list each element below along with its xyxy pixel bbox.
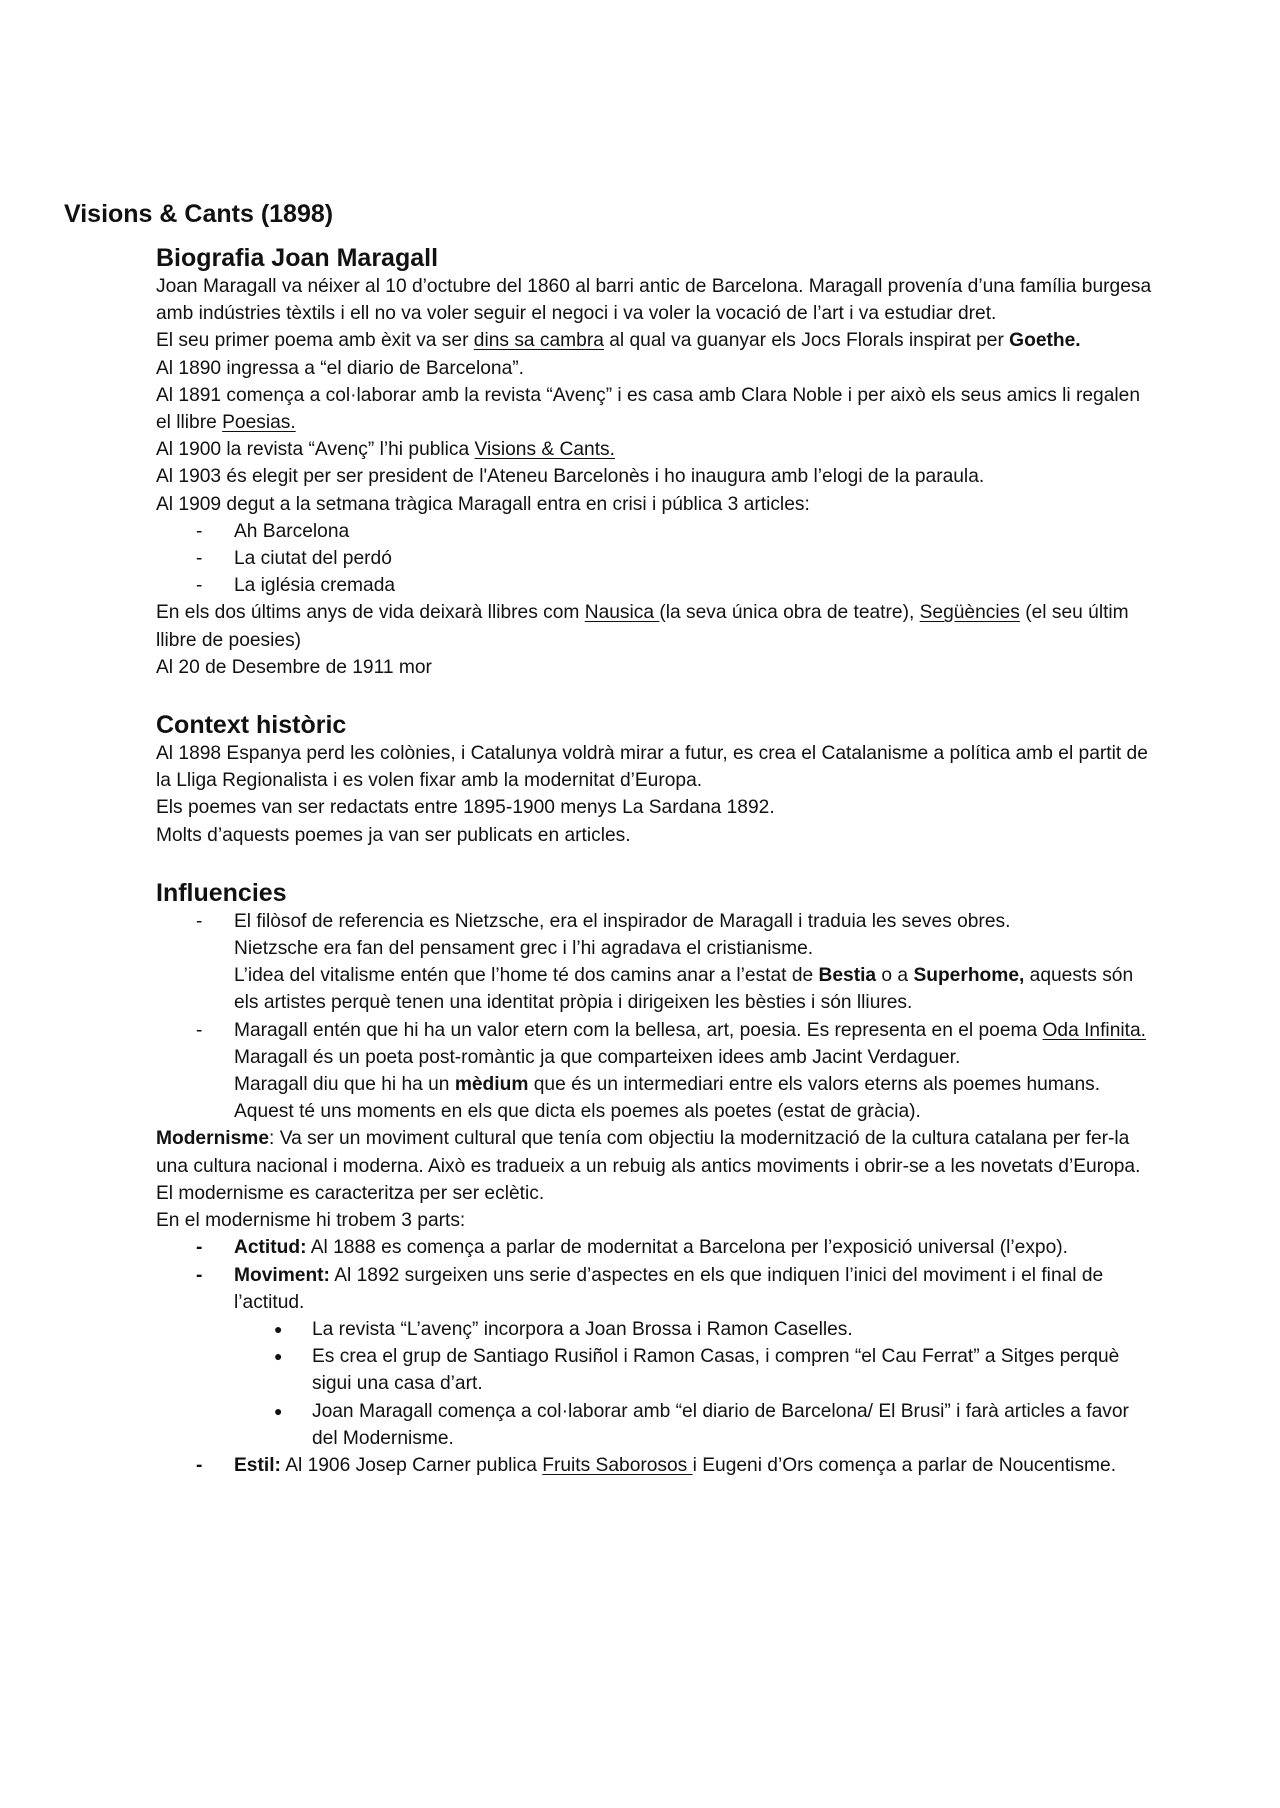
text-run: Maragall entén que hi ha un valor etern com la bellesa, art, poesia. Es representa en el poema [234, 1019, 1043, 1041]
articles-list [156, 518, 1156, 600]
section-context [156, 708, 1156, 849]
work-title-link: Següències [919, 602, 1020, 624]
list-item: - La ciutat del perdó [234, 545, 1156, 572]
text-run: i Eugeni d’Ors comença a parlar de Noucentisme. [692, 1454, 1117, 1476]
text-run: El seu primer poema amb èxit va ser [156, 330, 474, 352]
text-run: Al 1900 la revista “Avenç” l’hi publica [156, 439, 475, 461]
list-item [234, 1452, 1156, 1479]
bio-paragraph [156, 436, 1156, 463]
work-title-link: Poesias. [222, 412, 296, 434]
list-item [234, 1262, 1156, 1452]
context-heading: Context històric [156, 711, 347, 740]
text-run: Al 1892 surgeixen uns serie d’aspectes en els que indiquen l’inici del moviment i el final de l’actitud. [234, 1264, 1104, 1313]
list-item [234, 1234, 1156, 1261]
modernism-definition [156, 1125, 1156, 1207]
text-run: al qual va guanyar els Jocs Florals inspirat per [603, 330, 1010, 352]
text-run: (el seu últim llibre de poesies) [156, 602, 1129, 651]
modernism-intro: En el modernisme hi trobem 3 parts: [156, 1210, 466, 1232]
text-run: Al 1906 Josep Carner publica [280, 1454, 543, 1476]
biography-heading: Biografia Joan Maragall [156, 244, 439, 272]
influences-list [156, 908, 1156, 1126]
bold-text: Moviment: [234, 1264, 330, 1286]
work-title-link: Visions & Cants. [474, 439, 615, 461]
text-line: - El filòsof de referencia es Nietzsche, era el inspirador de Maragall i traduia les seves obres. [234, 910, 1011, 932]
bio-paragraph: Al 1890 ingressa a “el diario de Barcelona”. [156, 357, 524, 379]
bold-text: Goethe. [1009, 330, 1081, 352]
text-run: L’idea del vitalisme entén que l’home té dos camins anar a l’estat de [234, 965, 819, 987]
text-run: : Va ser un moviment cultural que tenía com objectiu la modernització de la cultura catalana per fer-la una cultura nacional i moderna. Això es tradueix a un rebuig als antics moviments i obrir-se a les novetats d’Europa. El modernisme es caracteritza per ser eclètic. [156, 1128, 1141, 1204]
bold-text: mèdium [454, 1074, 529, 1096]
bio-paragraph: Al 20 de Desembre de 1911 mor [156, 656, 432, 678]
text-run: En els dos últims anys de vida deixarà llibres com [156, 602, 585, 624]
bold-text: Bestia [818, 965, 877, 987]
text-run: Maragall diu que hi ha un [234, 1074, 455, 1096]
list-item: - Ah Barcelona [234, 518, 1156, 545]
text-line: Nietzsche era fan del pensament grec i l’hi agradava el cristianisme. [234, 938, 814, 960]
context-paragraph: Al 1898 Espanya perd les colònies, i Catalunya voldrà mirar a futur, es crea el Catalanisme a política amb el partit de la Lliga Regionalista i es volen fixar amb la modernitat d’Europa. [156, 743, 1148, 792]
text-run: que és un intermediari entre els valors eterns als poemes humans. Aquest té uns moments en els que dicta els poemes als poetes (estat de gràcia). [234, 1074, 1101, 1123]
moviment-points-list [234, 1316, 1156, 1452]
bio-paragraph [156, 382, 1156, 436]
list-item [234, 1017, 1156, 1126]
list-item: ● Es crea el grup de Santiago Rusiñol i Ramon Casas, i compren “el Cau Ferrat” a Sitges perquè sigui una casa d’art. [312, 1343, 1156, 1397]
section-biography [156, 241, 1156, 681]
bio-paragraph: Joan Maragall va néixer al 10 d’octubre del 1860 al barri antic de Barcelona. Maragall provenía d’una família burgesa amb indústries tèxtils i ell no va voler seguir el negoci i va voler la vocació de l’art i va estudiar dret. [156, 276, 1152, 325]
influences-heading: Influencies [156, 878, 287, 907]
text-run: Maragall és un poeta post-romàntic ja que comparteixen idees amb Jacint Verdaguer. [234, 1046, 961, 1068]
modernism-parts-list [156, 1234, 1156, 1479]
context-paragraph: Els poemes van ser redactats entre 1895-1900 menys La Sardana 1892. [156, 797, 775, 819]
spacer [156, 681, 1156, 708]
section-modernism [156, 1125, 1156, 1479]
bold-text: Estil: [234, 1454, 281, 1476]
text-line [234, 1017, 1156, 1071]
text-run: o a [876, 965, 914, 987]
context-paragraph: Molts d’aquests poemes ja van ser publicats en articles. [156, 824, 631, 846]
work-title-link: Oda Infinita. [1042, 1019, 1146, 1041]
list-item: ● Joan Maragall comença a col·laborar amb “el diario de Barcelona/ El Brusi” i farà articles a favor del Modernisme. [312, 1398, 1156, 1452]
spacer [156, 849, 1156, 876]
bio-paragraph [156, 599, 1156, 653]
text-run: Al 1888 es comença a parlar de modernitat a Barcelona per l’exposició universal (l’expo). [306, 1237, 1068, 1259]
text-line [234, 1071, 1156, 1125]
work-title-link: Nausica [584, 602, 660, 624]
list-item: ● La revista “L’avenç” incorpora a Joan Brossa i Ramon Caselles. [312, 1316, 1156, 1343]
bold-text: Superhome, [913, 965, 1025, 987]
bio-paragraph: Al 1909 degut a la setmana tràgica Maragall entra en crisi i pública 3 articles: [156, 493, 810, 515]
text-run: Al 1891 comença a col·laborar amb la revista “Avenç” i es casa amb Clara Noble i per això els seus amics li regalen el llibre [156, 384, 1140, 434]
section-influences [156, 876, 1156, 1126]
document-title: Visions & Cants (1898) [64, 200, 334, 228]
bold-text: Modernisme [156, 1128, 270, 1150]
text-run: aquests són els artistes perquè tenen una identitat pròpia i dirigeixen les bèsties i són lliures. [234, 965, 1134, 1014]
bio-paragraph [156, 327, 1156, 354]
list-item: - La iglésia cremada [234, 572, 1156, 599]
list-item [234, 908, 1156, 1017]
bold-text: Actitud: [234, 1237, 307, 1259]
text-line [234, 962, 1156, 1016]
work-title-link: Fruits Saborosos [542, 1454, 693, 1476]
bio-paragraph: Al 1903 és elegit per ser president de l'Ateneu Barcelonès i ho inaugura amb l’elogi de la paraula. [156, 466, 985, 488]
text-run: (la seva única obra de teatre), [659, 602, 920, 624]
work-title-link: dins sa cambra [473, 330, 604, 352]
document-body [156, 241, 1156, 1479]
